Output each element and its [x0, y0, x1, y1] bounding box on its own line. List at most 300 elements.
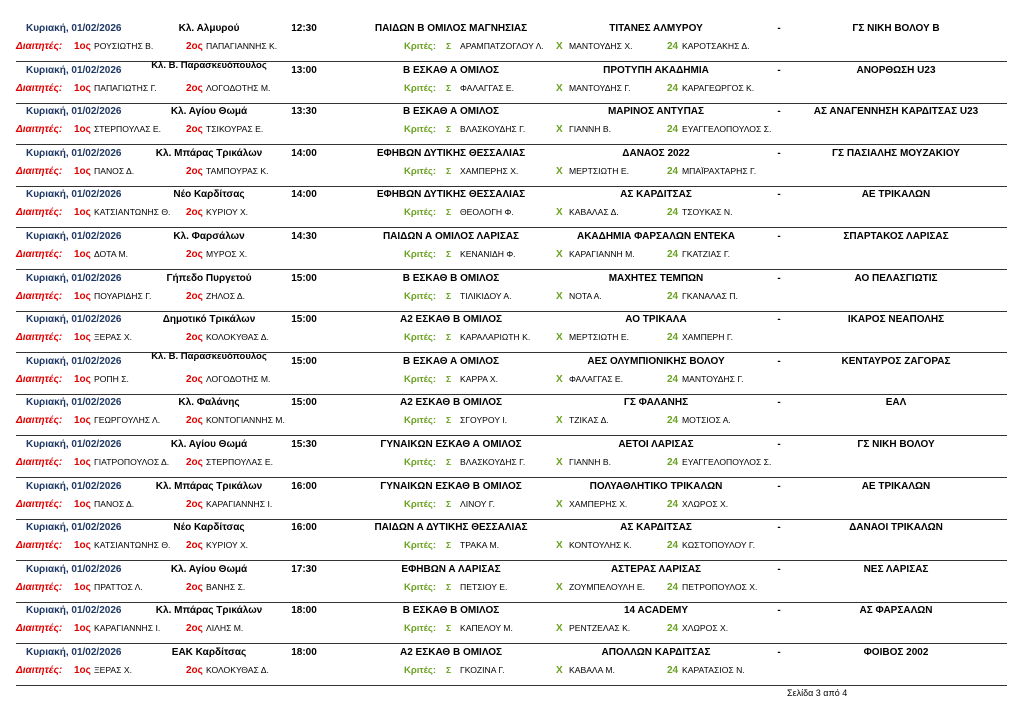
versus-dash: - [777, 439, 781, 450]
match-time: 18:00 [291, 605, 317, 617]
home-team: ΑΣ ΚΑΡΔΙΤΣΑΣ [620, 189, 692, 201]
referees-label: Διαιτητές: [16, 41, 63, 52]
judge-x-name: ΤΖΙΚΑΣ Δ. [569, 415, 609, 426]
match-venue: Κλ. Φαλάνης [178, 397, 240, 409]
away-team: ΓΣ ΝΙΚΗ ΒΟΛΟΥ [857, 439, 935, 450]
second-referee-tag: 2ος [186, 249, 203, 260]
first-referee-name: ΚΑΤΣΙΑΝΤΩΝΗΣ Θ. [94, 540, 171, 551]
home-team: ΠΟΛΥΑΘΛΗΤΙΚΟ ΤΡΙΚΑΛΩΝ [589, 480, 723, 492]
judge-x-tag: Χ [556, 540, 563, 552]
versus-dash: - [777, 189, 781, 201]
judge-s-tag: Σ [446, 290, 452, 301]
judge-s-name: ΚΑΡΑΛΑΡΙΩΤΗ Κ. [460, 332, 531, 343]
judge-24-tag: 24 [667, 540, 679, 552]
judges-label: Κριτές: [404, 373, 437, 385]
match-venue: Κλ. Αγίου Θωμά [170, 439, 248, 450]
match-entry [16, 562, 1007, 603]
judge-24-tag: 24 [667, 124, 679, 136]
judge-x-tag: Χ [556, 373, 563, 385]
first-referee-tag: 1ος [74, 373, 91, 385]
judge-24-name: ΜΠΑΪΡΑΧΤΑΡΗΣ Γ. [682, 165, 757, 176]
judge-x-name: ΦΑΛΑΓΓΑΣ Ε. [569, 373, 624, 384]
second-referee-name: ΒΑΝΗΣ Σ. [206, 581, 246, 592]
judge-s-name: ΤΡΑΚΑ Μ. [460, 540, 499, 551]
second-referee-name: ΚΟΛΟΚΥΘΑΣ Δ. [206, 665, 269, 675]
judges-label: Κριτές: [404, 207, 437, 219]
match-time: 17:30 [291, 563, 317, 575]
judge-24-name: ΚΩΣΤΟΠΟΥΛΟΥ Γ. [682, 540, 756, 551]
match-entry [16, 437, 1007, 478]
judge-s-name: ΓΚΟΖΙΝΑ Γ. [460, 665, 505, 675]
judge-24-name: ΧΛΩΡΟΣ Χ. [682, 623, 729, 634]
match-entry [16, 187, 1007, 228]
first-referee-name: ΚΑΤΣΙΑΝΤΩΝΗΣ Θ. [94, 207, 171, 218]
judge-s-name: ΠΕΤΣΙΟΥ Ε. [460, 581, 508, 592]
judge-s-tag: Σ [446, 457, 452, 467]
first-referee-name: ΡΟΥΣΙΩΤΗΣ Β. [94, 41, 154, 51]
judge-24-tag: 24 [667, 415, 679, 427]
judge-24-tag: 24 [667, 41, 679, 52]
judge-x-tag: Χ [556, 415, 563, 427]
judge-s-name: ΚΕΝΑΝΙΔΗ Φ. [460, 249, 516, 259]
home-team: ΑΟ ΤΡΙΚΑΛΑ [625, 314, 687, 326]
judge-s-tag: Σ [446, 373, 452, 384]
away-team: ΦΟΙΒΟΣ 2002 [863, 647, 929, 658]
match-date: Κυριακή, 01/02/2026 [26, 64, 122, 76]
referees-label: Διαιτητές: [16, 581, 63, 593]
match-time: 14:00 [291, 189, 317, 201]
second-referee-name: ΛΙΛΗΣ Μ. [206, 623, 244, 634]
second-referee-tag: 2ος [186, 207, 203, 219]
match-competition: Β ΕΣΚΑΘ Α ΟΜΙΛΟΣ [402, 106, 500, 118]
judge-x-name: ΚΑΒΑΛΑΣ Δ. [569, 207, 619, 218]
match-entry [16, 395, 1007, 436]
judge-24-name: ΚΑΡΟΤΣΑΚΗΣ Δ. [682, 41, 750, 51]
judge-x-name: ΧΑΜΠΕΡΗΣ Χ. [569, 498, 628, 509]
home-team: ΜΑΧΗΤΕΣ ΤΕΜΠΩΝ [608, 272, 704, 284]
second-referee-name: ΛΟΓΟΔΟΤΗΣ Μ. [206, 373, 271, 384]
first-referee-tag: 1ος [74, 415, 91, 427]
match-competition: ΓΥΝΑΙΚΩΝ ΕΣΚΑΘ Β ΟΜΙΛΟΣ [380, 480, 522, 492]
home-team: 14 ACADEMY [623, 605, 689, 617]
referees-label: Διαιτητές: [16, 665, 63, 676]
judges-label: Κριτές: [404, 124, 437, 136]
first-referee-tag: 1ος [74, 165, 91, 177]
judges-label: Κριτές: [404, 82, 437, 94]
match-time: 15:00 [291, 355, 317, 367]
second-referee-tag: 2ος [186, 540, 203, 552]
versus-dash: - [777, 397, 781, 409]
match-competition: Β ΕΣΚΑΘ Α ΟΜΙΛΟΣ [402, 355, 500, 367]
match-competition: Β ΕΣΚΑΘ Β ΟΜΙΛΟΣ [402, 605, 500, 617]
versus-dash: - [777, 314, 781, 326]
match-time: 16:00 [291, 480, 317, 492]
match-venue: Κλ. Β. Παρασκευόπουλος [151, 59, 267, 71]
match-time: 15:00 [291, 397, 317, 409]
judge-s-tag: Σ [446, 498, 452, 509]
judges-label: Κριτές: [404, 623, 437, 635]
away-team: ΣΠΑΡΤΑΚΟΣ ΛΑΡΙΣΑΣ [843, 231, 949, 242]
referees-label: Διαιτητές: [16, 540, 63, 552]
second-referee-tag: 2ος [186, 165, 203, 177]
judge-x-name: ΖΟΥΜΠΕΛΟΥΛΗ Ε. [569, 581, 645, 592]
judge-s-tag: Σ [446, 332, 452, 343]
judge-s-tag: Σ [446, 623, 452, 634]
judges-label: Κριτές: [404, 540, 437, 552]
judge-24-name: ΜΑΝΤΟΥΔΗΣ Γ. [682, 373, 744, 384]
judge-s-name: ΤΙΛΙΚΙΔΟΥ Α. [460, 290, 512, 301]
first-referee-name: ΡΟΠΗ Σ. [94, 373, 129, 384]
match-date: Κυριακή, 01/02/2026 [26, 106, 122, 118]
judge-24-name: ΜΟΤΣΙΟΣ Α. [682, 415, 731, 426]
judge-s-tag: Σ [446, 665, 452, 675]
match-time: 15:00 [291, 314, 317, 326]
match-entry [16, 271, 1007, 312]
judge-x-name: ΡΕΝΤΖΕΛΑΣ Κ. [569, 623, 631, 634]
match-date: Κυριακή, 01/02/2026 [26, 397, 122, 409]
judge-s-name: ΚΑΡΡΑ Χ. [460, 373, 499, 384]
match-venue: ΕΑΚ Καρδίτσας [171, 647, 247, 658]
home-team: ΑΣ ΚΑΡΔΙΤΣΑΣ [620, 522, 692, 534]
home-team: ΤΙΤΑΝΕΣ ΑΛΜΥΡΟΥ [609, 23, 703, 34]
second-referee-tag: 2ος [186, 623, 203, 635]
match-venue: Κλ. Μπάρας Τρικάλων [155, 480, 263, 492]
judges-label: Κριτές: [404, 457, 437, 468]
judge-s-tag: Σ [446, 249, 452, 259]
judge-x-name: ΜΑΝΤΟΥΔΗΣ Γ. [569, 82, 631, 93]
first-referee-name: ΚΑΡΑΓΙΑΝΝΗΣ Ι. [94, 623, 161, 634]
home-team: ΑΚΑΔΗΜΙΑ ΦΑΡΣΑΛΩΝ ΕΝΤΕΚΑ [576, 231, 736, 242]
match-competition: ΕΦΗΒΩΝ ΔΥΤΙΚΗΣ ΘΕΣΣΑΛΙΑΣ [376, 189, 526, 201]
first-referee-tag: 1ος [74, 41, 91, 52]
second-referee-name: ΠΑΠΑΓΙΑΝΝΗΣ Κ. [206, 41, 278, 51]
match-venue: Γήπεδο Πυργετού [166, 272, 252, 284]
judge-x-tag: Χ [556, 665, 563, 676]
match-time: 16:00 [291, 522, 317, 534]
away-team: ΑΣ ΑΝΑΓΕΝΝΗΣΗ ΚΑΡΔΙΤΣΑΣ U23 [813, 106, 979, 118]
first-referee-tag: 1ος [74, 540, 91, 552]
judge-x-name: ΜΕΡΤΣΙΩΤΗ Ε. [569, 165, 629, 176]
away-team: ΑΕ ΤΡΙΚΑΛΩΝ [861, 189, 931, 201]
match-date: Κυριακή, 01/02/2026 [26, 439, 122, 450]
second-referee-name: ΚΥΡΙΟΥ Χ. [206, 540, 249, 551]
judge-24-tag: 24 [667, 207, 679, 219]
match-date: Κυριακή, 01/02/2026 [26, 23, 122, 34]
versus-dash: - [777, 563, 781, 575]
judge-24-tag: 24 [667, 82, 679, 94]
judges-label: Κριτές: [404, 249, 437, 260]
judge-x-tag: Χ [556, 207, 563, 219]
versus-dash: - [777, 64, 781, 76]
versus-dash: - [777, 522, 781, 534]
match-venue: Νέο Καρδίτσας [173, 522, 245, 534]
judge-x-tag: Χ [556, 623, 563, 635]
first-referee-name: ΠΡΑΤΤΟΣ Λ. [94, 581, 143, 592]
home-team: ΔΑΝΑΟΣ 2022 [622, 147, 690, 159]
match-date: Κυριακή, 01/02/2026 [26, 647, 122, 658]
match-date: Κυριακή, 01/02/2026 [26, 522, 122, 534]
match-venue: Κλ. Β. Παρασκευόπουλος [151, 350, 267, 362]
first-referee-name: ΔΟΤΑ Μ. [94, 249, 129, 259]
away-team: ΓΣ ΠΑΣΙΑΛΗΣ ΜΟΥΖΑΚΙΟΥ [832, 147, 960, 159]
judges-label: Κριτές: [404, 581, 437, 593]
home-team: ΑΠΟΛΛΩΝ ΚΑΡΔΙΤΣΑΣ [601, 647, 711, 658]
match-entry [16, 350, 1007, 395]
judge-x-tag: Χ [556, 165, 563, 177]
first-referee-tag: 1ος [74, 82, 91, 94]
referees-label: Διαιτητές: [16, 498, 63, 510]
referees-label: Διαιτητές: [16, 207, 63, 219]
match-venue: Νέο Καρδίτσας [173, 189, 245, 201]
first-referee-name: ΓΙΑΤΡΟΠΟΥΛΟΣ Δ. [94, 457, 170, 467]
referees-label: Διαιτητές: [16, 290, 63, 302]
second-referee-tag: 2ος [186, 665, 203, 676]
judge-s-tag: Σ [446, 581, 452, 592]
match-entry [16, 520, 1007, 561]
judges-label: Κριτές: [404, 498, 437, 510]
referees-label: Διαιτητές: [16, 373, 63, 385]
match-entry [16, 229, 1007, 270]
judge-24-name: ΚΑΡΑΓΕΩΡΓΟΣ Κ. [682, 82, 755, 93]
match-date: Κυριακή, 01/02/2026 [26, 314, 122, 326]
judge-s-name: ΒΛΑΣΚΟΥΔΗΣ Γ. [460, 124, 526, 135]
match-competition: ΠΑΙΔΩΝ Α ΔΥΤΙΚΗΣ ΘΕΣΣΑΛΙΑΣ [374, 522, 528, 534]
first-referee-tag: 1ος [74, 457, 91, 468]
match-entry [16, 59, 1007, 104]
first-referee-tag: 1ος [74, 124, 91, 136]
match-entry [16, 312, 1007, 353]
judge-s-tag: Σ [446, 415, 452, 426]
judges-label: Κριτές: [404, 290, 437, 302]
away-team: ΕΑΛ [885, 397, 907, 409]
second-referee-tag: 2ος [186, 82, 203, 94]
judge-s-tag: Σ [446, 82, 452, 93]
second-referee-tag: 2ος [186, 457, 203, 468]
first-referee-name: ΠΑΠΑΓΙΩΤΗΣ Γ. [94, 82, 157, 93]
referees-label: Διαιτητές: [16, 623, 63, 635]
second-referee-tag: 2ος [186, 332, 203, 344]
versus-dash: - [777, 147, 781, 159]
judge-x-tag: Χ [556, 290, 563, 302]
away-team: ΝΕΣ ΛΑΡΙΣΑΣ [863, 563, 929, 575]
first-referee-tag: 1ος [74, 207, 91, 219]
referees-label: Διαιτητές: [16, 165, 63, 177]
first-referee-name: ΓΕΩΡΓΟΥΛΗΣ Λ. [94, 415, 161, 426]
judge-s-name: ΦΑΛΑΓΓΑΣ Ε. [460, 82, 515, 93]
versus-dash: - [777, 272, 781, 284]
second-referee-tag: 2ος [186, 373, 203, 385]
match-venue: Κλ. Αλμυρού [178, 23, 240, 34]
first-referee-name: ΣΤΕΡΠΟΥΛΑΣ Ε. [94, 124, 162, 135]
home-team: ΠΡΟΤΥΠΗ ΑΚΑΔΗΜΙΑ [603, 64, 709, 76]
second-referee-name: ΜΥΡΟΣ Χ. [206, 249, 248, 259]
judge-24-name: ΕΥΑΓΓΕΛΟΠΟΥΛΟΣ Σ. [682, 457, 772, 467]
judge-s-name: ΧΑΜΠΕΡΗΣ Χ. [460, 165, 519, 176]
match-competition: Β ΕΣΚΑΘ Α ΟΜΙΛΟΣ [402, 64, 500, 76]
match-entry [16, 104, 1007, 145]
judge-s-name: ΒΛΑΣΚΟΥΔΗΣ Γ. [460, 457, 526, 467]
judge-24-name: ΠΕΤΡΟΠΟΥΛΟΣ Χ. [682, 581, 758, 592]
first-referee-tag: 1ος [74, 290, 91, 302]
judges-label: Κριτές: [404, 332, 437, 344]
match-date: Κυριακή, 01/02/2026 [26, 563, 122, 575]
home-team: ΓΣ ΦΑΛΑΝΗΣ [623, 397, 689, 409]
judge-s-tag: Σ [446, 124, 452, 135]
home-team: ΑΕΣ ΟΛΥΜΠΙΟΝΙΚΗΣ ΒΟΛΟΥ [587, 355, 725, 367]
match-entry [16, 645, 1007, 686]
second-referee-name: ΤΑΜΠΟΥΡΑΣ Κ. [206, 165, 269, 176]
judge-24-name: ΧΛΩΡΟΣ Χ. [682, 498, 729, 509]
judge-s-tag: Σ [446, 165, 452, 176]
referees-label: Διαιτητές: [16, 124, 63, 136]
second-referee-tag: 2ος [186, 498, 203, 510]
first-referee-name: ΠΑΝΟΣ Δ. [94, 498, 135, 509]
versus-dash: - [777, 605, 781, 617]
judge-24-tag: 24 [667, 665, 679, 676]
judges-label: Κριτές: [404, 415, 437, 427]
judge-24-name: ΚΑΡΑΤΑΣΙΟΣ Ν. [682, 665, 745, 675]
second-referee-name: ΤΣΙΚΟΥΡΑΣ Ε. [206, 124, 264, 135]
judge-24-name: ΕΥΑΓΓΕΛΟΠΟΥΛΟΣ Σ. [682, 124, 772, 135]
versus-dash: - [777, 355, 781, 367]
second-referee-tag: 2ος [186, 41, 203, 52]
second-referee-tag: 2ος [186, 290, 203, 302]
referees-label: Διαιτητές: [16, 332, 63, 344]
away-team: ΑΣ ΦΑΡΣΑΛΩΝ [859, 605, 933, 617]
judge-24-tag: 24 [667, 623, 679, 635]
judge-s-tag: Σ [446, 540, 452, 551]
referees-label: Διαιτητές: [16, 415, 63, 427]
home-team: ΜΑΡΙΝΟΣ ΑΝΤΥΠΑΣ [607, 106, 705, 118]
match-date: Κυριακή, 01/02/2026 [26, 189, 122, 201]
match-time: 13:00 [291, 64, 317, 76]
match-date: Κυριακή, 01/02/2026 [26, 355, 122, 367]
judge-x-tag: Χ [556, 498, 563, 510]
home-team: ΑΕΤΟΙ ΛΑΡΙΣΑΣ [618, 439, 694, 450]
judge-s-name: ΣΓΟΥΡΟΥ Ι. [460, 415, 508, 426]
judge-x-name: ΜΕΡΤΣΙΩΤΗ Ε. [569, 332, 629, 343]
judge-x-tag: Χ [556, 457, 563, 468]
versus-dash: - [777, 23, 781, 34]
second-referee-tag: 2ος [186, 415, 203, 427]
second-referee-name: ΚΟΝΤΟΓΙΑΝΝΗΣ Μ. [206, 415, 285, 426]
match-date: Κυριακή, 01/02/2026 [26, 147, 122, 159]
match-competition: ΕΦΗΒΩΝ Α ΛΑΡΙΣΑΣ [401, 563, 501, 575]
row-divider [16, 685, 1007, 686]
judge-x-name: ΜΑΝΤΟΥΔΗΣ Χ. [569, 41, 633, 51]
judges-label: Κριτές: [404, 665, 437, 676]
judge-24-tag: 24 [667, 457, 679, 468]
match-date: Κυριακή, 01/02/2026 [26, 272, 122, 284]
match-venue: Κλ. Μπάρας Τρικάλων [155, 605, 263, 617]
match-date: Κυριακή, 01/02/2026 [26, 231, 122, 242]
page-number: Σελίδα 3 από 4 [787, 688, 848, 698]
second-referee-tag: 2ος [186, 124, 203, 136]
away-team: ΑΕ ΤΡΙΚΑΛΩΝ [861, 480, 931, 492]
versus-dash: - [777, 480, 781, 492]
second-referee-name: ΚΑΡΑΓΙΑΝΝΗΣ Ι. [206, 498, 273, 509]
judge-24-tag: 24 [667, 332, 679, 344]
first-referee-name: ΠΑΝΟΣ Δ. [94, 165, 135, 176]
versus-dash: - [777, 231, 781, 242]
judges-label: Κριτές: [404, 165, 437, 177]
first-referee-name: ΞΕΡΑΣ Χ. [94, 665, 132, 675]
judge-24-tag: 24 [667, 249, 679, 260]
match-competition: ΠΑΙΔΩΝ Β ΟΜΙΛΟΣ ΜΑΓΝΗΣΙΑΣ [374, 23, 528, 34]
second-referee-tag: 2ος [186, 581, 203, 593]
away-team: ΑΟ ΠΕΛΑΣΓΙΩΤΙΣ [854, 272, 938, 284]
judge-24-tag: 24 [667, 373, 679, 385]
first-referee-tag: 1ος [74, 249, 91, 260]
away-team: ΓΣ ΝΙΚΗ ΒΟΛΟΥ Β [852, 23, 940, 34]
judge-24-tag: 24 [667, 290, 679, 302]
first-referee-tag: 1ος [74, 332, 91, 344]
home-team: ΑΣΤΕΡΑΣ ΛΑΡΙΣΑΣ [610, 563, 702, 575]
judge-x-tag: Χ [556, 41, 563, 52]
match-date: Κυριακή, 01/02/2026 [26, 605, 122, 617]
match-competition: Α2 ΕΣΚΑΘ Β ΟΜΙΛΟΣ [399, 397, 503, 409]
judges-label: Κριτές: [404, 41, 437, 52]
match-competition: ΓΥΝΑΙΚΩΝ ΕΣΚΑΘ Α ΟΜΙΛΟΣ [380, 439, 522, 450]
judge-x-name: ΚΑΡΑΓΙΑΝΝΗ Μ. [569, 249, 635, 259]
judge-x-name: ΝΟΤΑ Α. [569, 290, 602, 301]
referees-label: Διαιτητές: [16, 457, 63, 468]
match-time: 18:00 [291, 647, 317, 658]
first-referee-name: ΞΕΡΑΣ Χ. [94, 332, 132, 343]
away-team: ΑΝΟΡΘΩΣΗ U23 [856, 64, 936, 76]
match-entry [16, 603, 1007, 644]
first-referee-name: ΠΟΥΑΡΙΔΗΣ Γ. [94, 290, 152, 301]
match-competition: Α2 ΕΣΚΑΘ Β ΟΜΙΛΟΣ [399, 647, 503, 658]
match-competition: Β ΕΣΚΑΘ Β ΟΜΙΛΟΣ [402, 272, 500, 284]
first-referee-tag: 1ος [74, 498, 91, 510]
judge-x-tag: Χ [556, 581, 563, 593]
match-venue: Κλ. Αγίου Θωμά [170, 563, 248, 575]
match-competition: Α2 ΕΣΚΑΘ Β ΟΜΙΛΟΣ [399, 314, 503, 326]
first-referee-tag: 1ος [74, 623, 91, 635]
judge-s-name: ΘΕΟΛΟΓΗ Φ. [460, 207, 514, 218]
judge-24-tag: 24 [667, 165, 679, 177]
second-referee-name: ΚΟΛΟΚΥΘΑΣ Δ. [206, 332, 269, 343]
judge-s-name: ΑΡΑΜΠΑΤΖΟΓΛΟΥ Λ. [460, 41, 544, 51]
match-venue: Κλ. Μπάρας Τρικάλων [155, 147, 263, 159]
match-competition: ΠΑΙΔΩΝ Α ΟΜΙΛΟΣ ΛΑΡΙΣΑΣ [382, 231, 520, 242]
judge-24-name: ΧΑΜΠΕΡΗ Γ. [682, 332, 734, 343]
match-venue: Κλ. Αγίου Θωμά [170, 106, 248, 118]
match-time: 15:30 [291, 439, 317, 450]
judge-x-tag: Χ [556, 332, 563, 344]
judge-x-name: ΚΟΝΤΟΥΛΗΣ Κ. [569, 540, 632, 551]
match-entry [16, 146, 1007, 187]
second-referee-name: ΖΗΛΟΣ Δ. [206, 290, 246, 301]
judge-s-tag: Σ [446, 41, 452, 51]
judge-x-tag: Χ [556, 249, 563, 260]
referees-label: Διαιτητές: [16, 249, 63, 260]
match-entry [16, 479, 1007, 520]
referees-label: Διαιτητές: [16, 82, 63, 94]
first-referee-tag: 1ος [74, 665, 91, 676]
judge-x-name: ΓΙΑΝΝΗ Β. [569, 457, 611, 467]
away-team: ΚΕΝΤΑΥΡΟΣ ΖΑΓΟΡΑΣ [841, 355, 951, 367]
away-team: ΔΑΝΑΟΙ ΤΡΙΚΑΛΩΝ [849, 522, 943, 534]
judge-24-name: ΓΚΑΝΑΛΑΣ Π. [682, 290, 738, 301]
versus-dash: - [777, 106, 781, 118]
match-time: 14:00 [291, 147, 317, 159]
judge-24-tag: 24 [667, 498, 679, 510]
match-competition: ΕΦΗΒΩΝ ΔΥΤΙΚΗΣ ΘΕΣΣΑΛΙΑΣ [376, 147, 526, 159]
judge-s-name: ΛΙΝΟΥ Γ. [460, 498, 495, 509]
match-time: 12:30 [291, 23, 317, 34]
